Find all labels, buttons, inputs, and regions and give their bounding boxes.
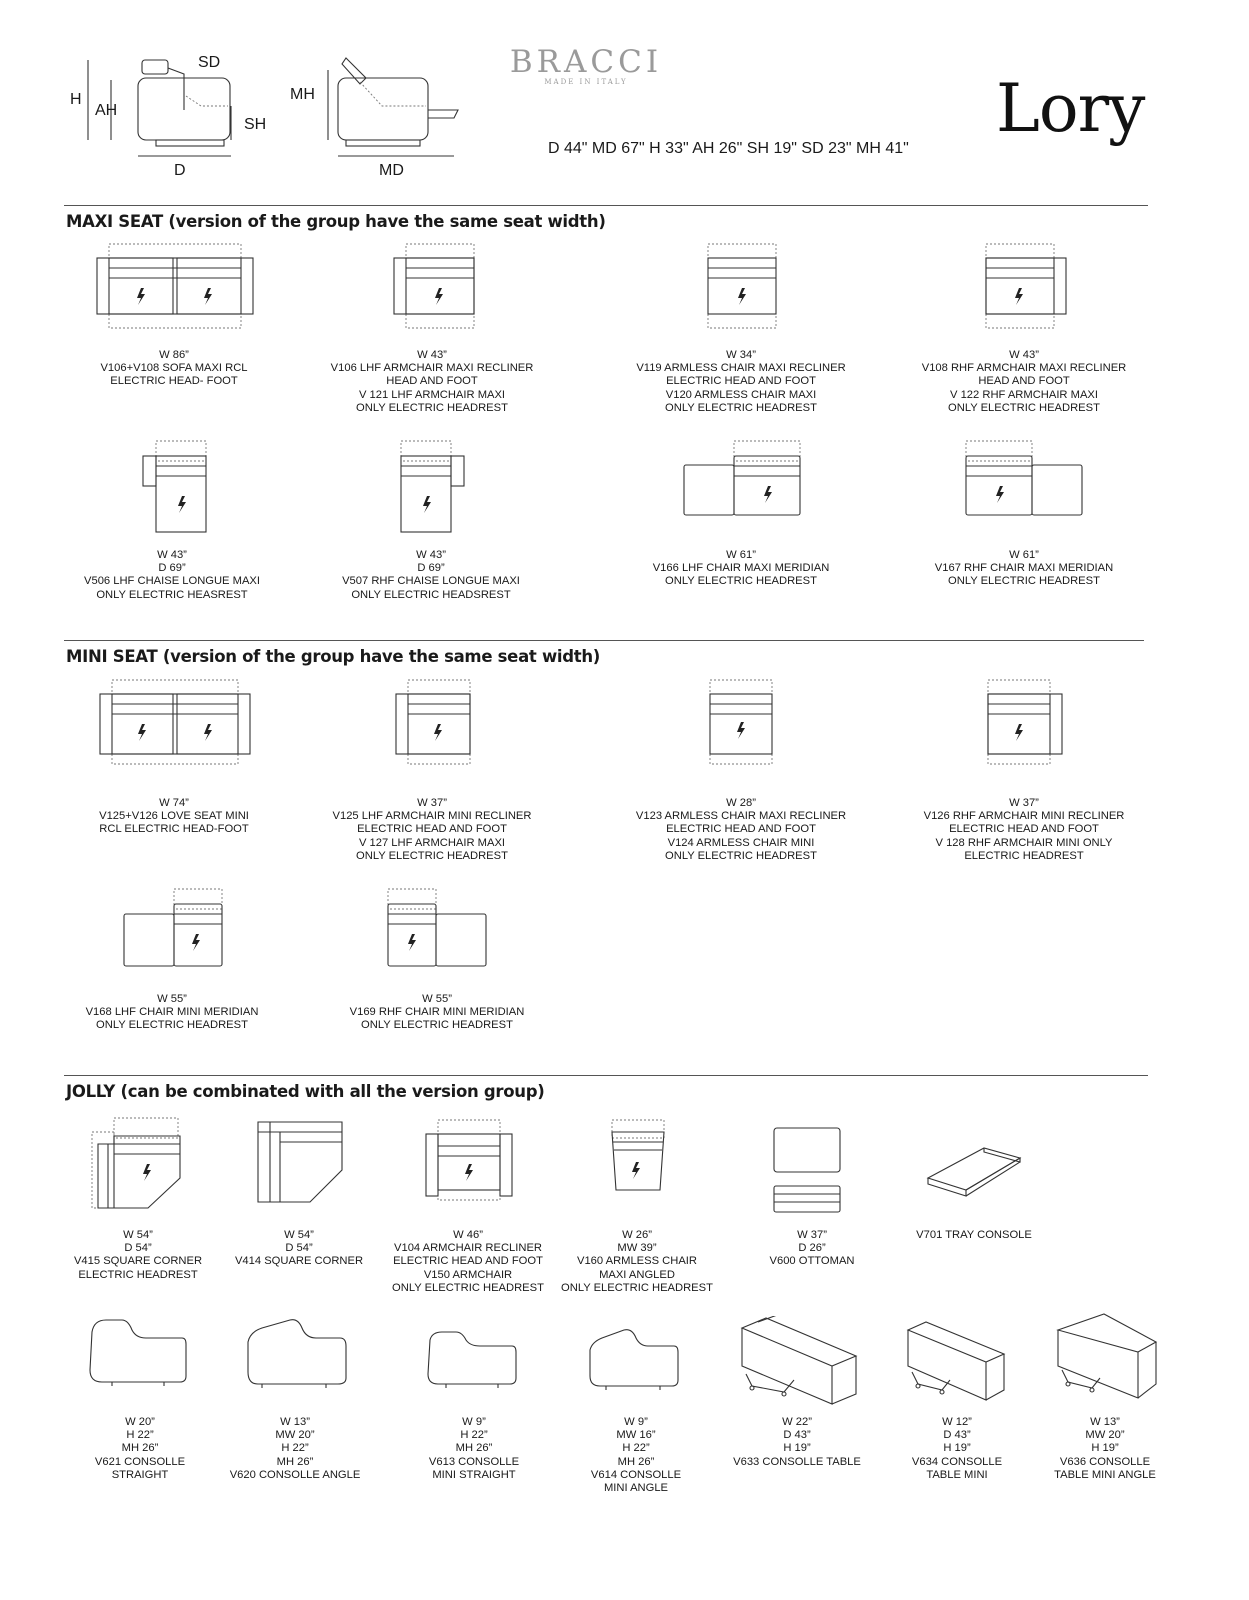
caption-v160: W 26” MW 39” V160 ARMLESS CHAIR MAXI ANGLED ONLY ELECTRIC HEADREST bbox=[561, 1229, 713, 1294]
tray-console-icon bbox=[922, 1142, 1030, 1200]
chaise-longue-left-icon bbox=[140, 438, 212, 536]
sofa-two-seat-icon bbox=[95, 240, 255, 332]
mini-section-title: MINI SEAT (version of the group have the same seat width) bbox=[66, 647, 601, 666]
console-mini-angle-icon bbox=[586, 1326, 682, 1392]
armchair-right-arm-icon bbox=[986, 676, 1068, 768]
dim-label-h: H bbox=[70, 91, 82, 108]
section-divider bbox=[64, 640, 1144, 641]
armchair-recliner-icon bbox=[424, 1118, 514, 1202]
armless-chair-icon bbox=[706, 240, 778, 332]
meridian-left-icon bbox=[682, 438, 804, 520]
meridian-right-icon bbox=[964, 438, 1086, 520]
section-divider bbox=[64, 205, 1148, 206]
product-name: Lory bbox=[996, 70, 1145, 147]
caption-v613: W 9” H 22” MH 26” V613 CONSOLLE MINI STRAIGHT bbox=[428, 1416, 520, 1481]
armchair-left-arm-icon bbox=[392, 240, 482, 332]
caption-v166: W 61” V166 LHF CHAIR MAXI MERIDIAN ONLY ELECTRIC HEADREST bbox=[652, 549, 830, 588]
caption-v414: W 54” D 54” V414 SQUARE CORNER bbox=[234, 1229, 364, 1268]
caption-v106: W 43” V106 LHF ARMCHAIR MAXI RECLINER HEAD AND FOOT V 121 LHF ARMCHAIR MAXI ONLY ELECTRIC HEADREST bbox=[330, 349, 534, 414]
dim-label-md: MD bbox=[379, 162, 404, 179]
console-table-icon bbox=[738, 1316, 860, 1408]
armless-chair-icon bbox=[708, 676, 774, 768]
jolly-section-title: JOLLY (can be combinated with all the version group) bbox=[66, 1082, 545, 1101]
console-table-mini-icon bbox=[904, 1320, 1008, 1408]
caption-v621: W 20” H 22” MH 26” V621 CONSOLLE STRAIGHT bbox=[94, 1416, 186, 1481]
dim-label-d: D bbox=[174, 162, 186, 179]
armless-angled-icon bbox=[610, 1118, 666, 1194]
chaise-longue-right-icon bbox=[398, 438, 470, 536]
caption-v506: W 43” D 69” V506 LHF CHAISE LONGUE MAXI ONLY ELECTRIC HEASREST bbox=[84, 549, 260, 601]
armchair-left-arm-icon bbox=[394, 676, 476, 768]
dimensions-line: D 44" MD 67" H 33" AH 26" SH 19" SD 23" MH 41" bbox=[548, 140, 909, 157]
dim-label-ah: AH bbox=[95, 102, 118, 119]
armchair-right-arm-icon bbox=[984, 240, 1074, 332]
caption-v126: W 37” V126 RHF ARMCHAIR MINI RECLINER ELECTRIC HEAD AND FOOT V 128 RHF ARMCHAIR MINI ONLY ELECTRIC HEADREST bbox=[923, 797, 1125, 862]
meridian-left-icon bbox=[122, 886, 226, 970]
caption-v415: W 54” D 54” V415 SQUARE CORNER ELECTRIC HEADREST bbox=[73, 1229, 203, 1281]
square-corner-icon bbox=[256, 1118, 346, 1208]
caption-v104: W 46” V104 ARMCHAIR RECLINER ELECTRIC HEAD AND FOOT V150 ARMCHAIR ONLY ELECTRIC HEADREST bbox=[392, 1229, 544, 1294]
caption-v125-v126: W 74” V125+V126 LOVE SEAT MINI RCL ELECTRIC HEAD-FOOT bbox=[99, 797, 249, 836]
brand-logo bbox=[486, 44, 686, 86]
console-mini-straight-icon bbox=[424, 1326, 520, 1390]
maxi-section-title: MAXI SEAT (version of the group have the same seat width) bbox=[66, 212, 606, 231]
ottoman-icon bbox=[770, 1126, 844, 1216]
caption-v168: W 55” V168 LHF CHAIR MINI MERIDIAN ONLY ELECTRIC HEADREST bbox=[85, 993, 259, 1032]
caption-v701: V701 TRAY CONSOLE bbox=[916, 1229, 1032, 1241]
caption-v507: W 43” D 69” V507 RHF CHAISE LONGUE MAXI ONLY ELECTRIC HEADSREST bbox=[342, 549, 520, 601]
caption-v119: W 34” V119 ARMLESS CHAIR MAXI RECLINER ELECTRIC HEAD AND FOOT V120 ARMLESS CHAIR MAXI ONLY ELECTRIC HEADREST bbox=[636, 349, 846, 414]
brand-tagline: MADE IN ITALY bbox=[544, 78, 628, 86]
loveseat-icon bbox=[98, 676, 252, 768]
caption-v106-v108: W 86” V106+V108 SOFA MAXI RCL ELECTRIC HEAD- FOOT bbox=[100, 349, 248, 388]
caption-v633: W 22” D 43” H 19” V633 CONSOLLE TABLE bbox=[733, 1416, 861, 1468]
caption-v634: W 12” D 43” H 19” V634 CONSOLLE TABLE MINI bbox=[911, 1416, 1003, 1481]
caption-v169: W 55” V169 RHF CHAIR MINI MERIDIAN ONLY ELECTRIC HEADREST bbox=[349, 993, 525, 1032]
caption-v125: W 37” V125 LHF ARMCHAIR MINI RECLINER ELECTRIC HEAD AND FOOT V 127 LHF ARMCHAIR MAXI ONLY ELECTRIC HEADREST bbox=[332, 797, 532, 862]
caption-v123: W 28” V123 ARMLESS CHAIR MAXI RECLINER ELECTRIC HEAD AND FOOT V124 ARMLESS CHAIR MINI ONLY ELECTRIC HEADREST bbox=[635, 797, 847, 862]
caption-v600: W 37” D 26” V600 OTTOMAN bbox=[769, 1229, 855, 1268]
dim-label-sh: SH bbox=[244, 116, 267, 133]
caption-v620: W 13” MW 20” H 22” MH 26” V620 CONSOLLE ANGLE bbox=[229, 1416, 361, 1481]
console-angle-icon bbox=[244, 1316, 350, 1392]
dim-label-sd: SD bbox=[198, 54, 221, 71]
console-straight-icon bbox=[86, 1316, 190, 1390]
section-divider bbox=[64, 1075, 1148, 1076]
square-corner-electric-icon bbox=[84, 1116, 184, 1212]
caption-v108: W 43” V108 RHF ARMCHAIR MAXI RECLINER HEAD AND FOOT V 122 RHF ARMCHAIR MAXI ONLY ELECTRIC HEADREST bbox=[921, 349, 1127, 414]
recline-profile-diagram bbox=[322, 48, 472, 163]
caption-v636: W 13” MW 20” H 19” V636 CONSOLLE TABLE MINI ANGLE bbox=[1054, 1416, 1156, 1481]
meridian-right-icon bbox=[386, 886, 490, 970]
caption-v614: W 9” MW 16” H 22” MH 26” V614 CONSOLLE MINI ANGLE bbox=[590, 1416, 682, 1495]
brand-name: BRACCI bbox=[509, 44, 663, 80]
dim-label-mh: MH bbox=[290, 86, 315, 103]
caption-v167: W 61” V167 RHF CHAIR MAXI MERIDIAN ONLY ELECTRIC HEADREST bbox=[934, 549, 1114, 588]
console-table-mini-angle-icon bbox=[1054, 1312, 1160, 1406]
